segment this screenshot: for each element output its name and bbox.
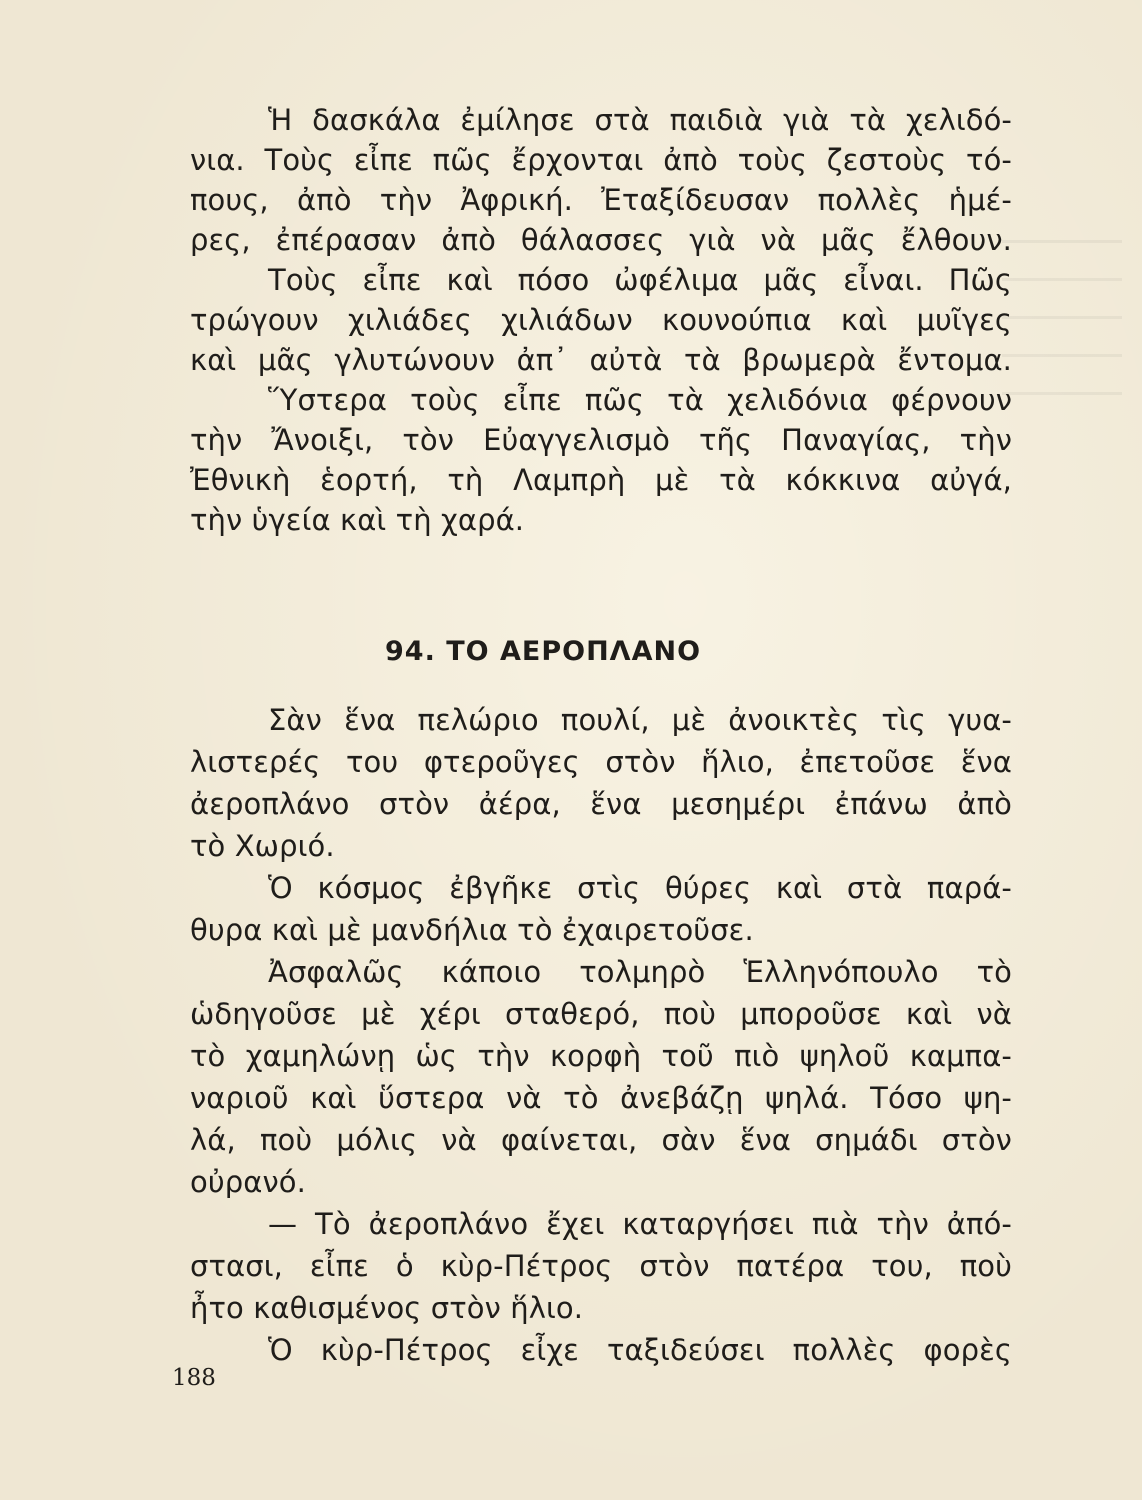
- section-title: 94. ΤΟ ΑΕΡΟΠΛΑΝΟ: [385, 636, 702, 667]
- bleed-through-shadow: [1002, 240, 1122, 420]
- text-line: — Τὸ ἀεροπλάνο ἔχει καταργήσει πιὰ τὴν ἀπό-: [268, 1207, 1012, 1241]
- text-line: τρώγουν χιλιάδες χιλιάδων κουνούπια καὶ μυῖγες: [190, 303, 1012, 337]
- text-line: στασι, εἶπε ὁ κὺρ-Πέτρος στὸν πατέρα του, ποὺ: [190, 1249, 1012, 1283]
- text-line: θυρα καὶ μὲ μανδήλια τὸ ἐχαιρετοῦσε.: [190, 913, 754, 947]
- text-line: ὡδηγοῦσε μὲ χέρι σταθερό, ποὺ μποροῦσε καὶ νὰ: [190, 997, 1012, 1031]
- text-line: λιστερές του φτεροῦγες στὸν ἥλιο, ἐπετοῦσε ἕνα: [190, 745, 1012, 779]
- text-line: Ὁ κόσμος ἐβγῆκε στὶς θύρες καὶ στὰ παρά-: [268, 871, 1012, 905]
- text-line: τὸ χαμηλώνῃ ὡς τὴν κορφὴ τοῦ πιὸ ψηλοῦ καμπα-: [190, 1039, 1012, 1073]
- text-line: Ἐθνικὴ ἑορτή, τὴ Λαμπρὴ μὲ τὰ κόκκινα αὐγά,: [190, 463, 1012, 497]
- page-number: 188: [172, 1365, 216, 1391]
- text-line: τὴν ὑγεία καὶ τὴ χαρά.: [190, 503, 525, 537]
- text-line: Ὁ κὺρ-Πέτρος εἶχε ταξιδεύσει πολλὲς φορὲς: [268, 1333, 1012, 1367]
- text-line: Ὕστερα τοὺς εἶπε πῶς τὰ χελιδόνια φέρνουν: [268, 383, 1012, 417]
- text-line: καὶ μᾶς γλυτώνουν ἀπ᾽ αὐτὰ τὰ βρωμερὰ ἔντομα.: [190, 343, 1012, 377]
- text-line: τὴν Ἄνοιξι, τὸν Εὐαγγελισμὸ τῆς Παναγίας, τὴν: [190, 423, 1012, 457]
- text-line: λά, ποὺ μόλις νὰ φαίνεται, σὰν ἕνα σημάδι στὸν: [190, 1123, 1012, 1157]
- text-line: Τοὺς εἶπε καὶ πόσο ὠφέλιμα μᾶς εἶναι. Πῶς: [268, 263, 1012, 297]
- text-line: νια. Τοὺς εἶπε πῶς ἔρχονται ἀπὸ τοὺς ζεστοὺς τό-: [190, 143, 1012, 177]
- text-line: ναριοῦ καὶ ὕστερα νὰ τὸ ἀνεβάζῃ ψηλά. Τόσο ψη-: [190, 1081, 1012, 1115]
- text-line: Ἀσφαλῶς κάποιο τολμηρὸ Ἑλληνόπουλο τὸ: [268, 955, 1012, 989]
- text-line: πους, ἀπὸ τὴν Ἀφρική. Ἐταξίδευσαν πολλὲς ἡμέ-: [190, 183, 1012, 217]
- upper-text: [190, 100, 1012, 580]
- text-line: ἀεροπλάνο στὸν ἀέρα, ἕνα μεσημέρι ἐπάνω ἀπὸ: [190, 787, 1012, 821]
- text-line: οὐρανό.: [190, 1165, 306, 1199]
- text-line: ρες, ἐπέρασαν ἀπὸ θάλασσες γιὰ νὰ μᾶς ἔλθουν.: [190, 223, 1012, 257]
- text-line: Ἡ δασκάλα ἐμίλησε στὰ παιδιὰ γιὰ τὰ χελιδό-: [268, 103, 1012, 137]
- text-line: τὸ Χωριό.: [190, 829, 335, 863]
- lower-text: [190, 700, 1012, 1367]
- text-line: Σὰν ἕνα πελώριο πουλί, μὲ ἀνοικτὲς τὶς γυα-: [268, 703, 1012, 737]
- text-line: ἦτο καθισμένος στὸν ἥλιο.: [190, 1291, 584, 1325]
